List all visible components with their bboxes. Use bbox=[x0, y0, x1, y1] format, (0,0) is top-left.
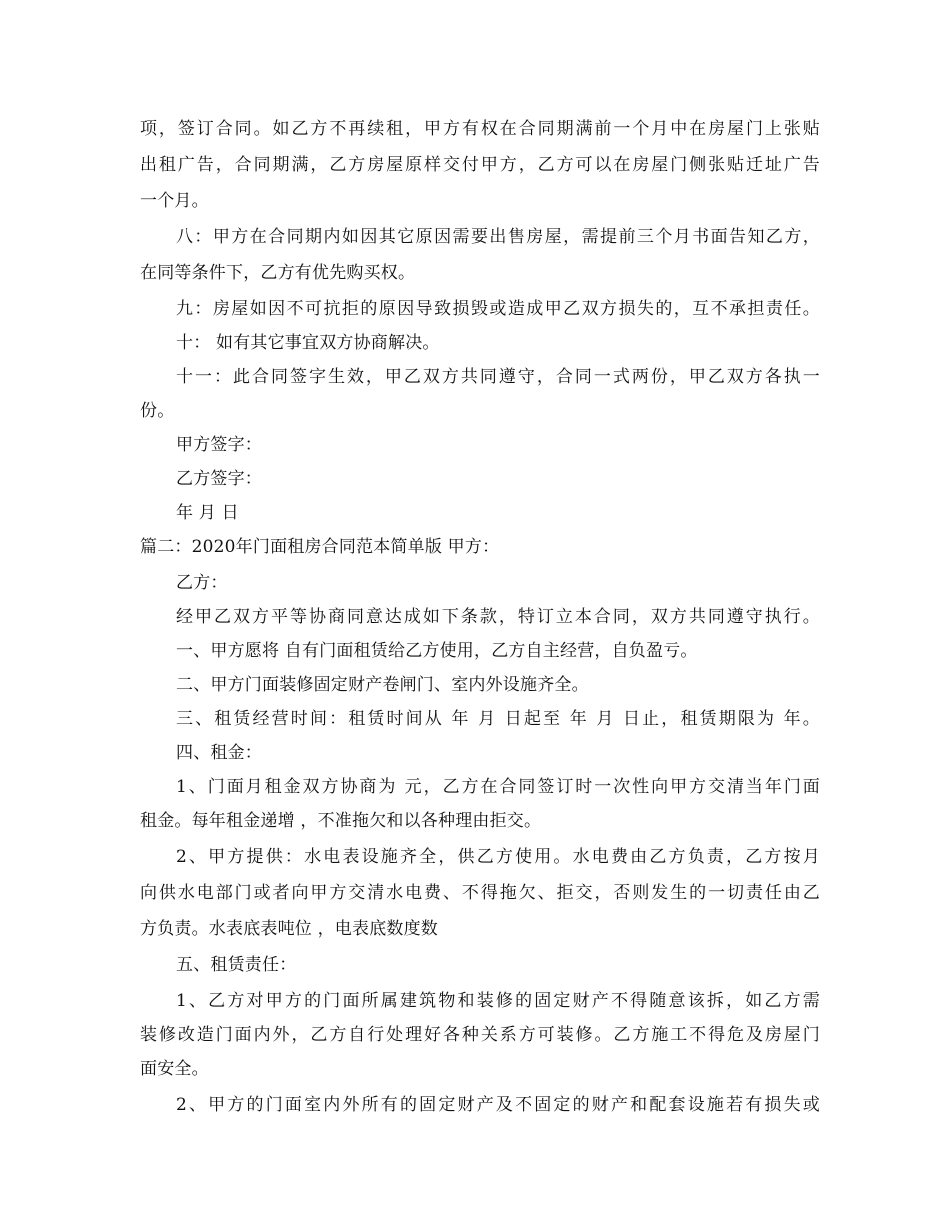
clause-4-1: 1、门面月租金双方协商为 元，乙方在合同签订时一次性向甲方交清当年门面 bbox=[176, 777, 820, 797]
clause-5-1-end: 面安全。 bbox=[140, 1059, 209, 1079]
text-line-7: 十： 如有其它事宜双方协商解决。 bbox=[176, 333, 440, 353]
signature-party-b: 乙方签字： bbox=[176, 469, 262, 489]
clause-4-2-cont: 向供水电部门或者向甲方交清水电费、不得拖欠、拒交，否则发生的一切责任由乙 bbox=[140, 883, 820, 903]
text-line-3: 一个月。 bbox=[140, 191, 209, 211]
clause-3: 三、租赁经营时间：租赁时间从 年 月 日起至 年 月 日止，租赁期限为 年。 bbox=[176, 709, 820, 729]
text-line-5: 在同等条件下，乙方有优先购买权。 bbox=[140, 263, 416, 283]
text-line-15: 经甲乙双方平等协商同意达成如下条款，特订立本合同，双方共同遵守执行。 bbox=[176, 607, 820, 627]
clause-2: 二、甲方门面装修固定财产卷闸门、室内外设施齐全。 bbox=[176, 675, 589, 695]
clause-5-2: 2、甲方的门面室内外所有的固定财产及不固定的财产和配套设施若有损失或 bbox=[176, 1095, 820, 1115]
clause-4: 四、租金： bbox=[176, 743, 262, 763]
text-line-8: 十一：此合同签字生效，甲乙双方共同遵守，合同一式两份，甲乙双方各执一 bbox=[176, 367, 820, 387]
signature-party-a: 甲方签字： bbox=[176, 435, 262, 455]
text-line-2: 出租广告，合同期满，乙方房屋原样交付甲方，乙方可以在房屋门侧张贴迁址广告 bbox=[140, 155, 820, 175]
section-heading: 篇二：2020年门面租房合同范本简单版 甲方： bbox=[140, 537, 500, 557]
clause-4-2: 2、甲方提供：水电表设施齐全，供乙方使用。水电费由乙方负责，乙方按月 bbox=[176, 847, 820, 867]
clause-5-1-cont: 装修改造门面内外，乙方自行处理好各种关系方可装修。乙方施工不得危及房屋门 bbox=[140, 1025, 820, 1045]
text-line-4: 八：甲方在合同期内如因其它原因需要出售房屋，需提前三个月书面告知乙方， bbox=[176, 227, 820, 247]
text-line-6: 九：房屋如因不可抗拒的原因导致损毁或造成甲乙双方损失的，互不承担责任。 bbox=[176, 299, 820, 319]
clause-4-2-end: 方负责。水表底表吨位 ，电表底数度数 bbox=[140, 919, 439, 939]
text-line-1: 项，签订合同。如乙方不再续租，甲方有权在合同期满前一个月中在房屋门上张贴 bbox=[140, 119, 820, 139]
clause-5-1: 1、乙方对甲方的门面所属建筑物和装修的固定财产不得随意该拆，如乙方需 bbox=[176, 991, 820, 1011]
clause-5: 五、租赁责任： bbox=[176, 955, 297, 975]
clause-1: 一、甲方愿将 自有门面租赁给乙方使用，乙方自主经营，自负盈亏。 bbox=[176, 641, 698, 661]
text-line-9: 份。 bbox=[140, 401, 175, 421]
party-b-label: 乙方： bbox=[176, 573, 228, 593]
clause-4-1-cont: 租金。每年租金递增 ，不准拖欠和以各种理由拒交。 bbox=[140, 811, 542, 831]
signature-date: 年 月 日 bbox=[176, 503, 239, 523]
